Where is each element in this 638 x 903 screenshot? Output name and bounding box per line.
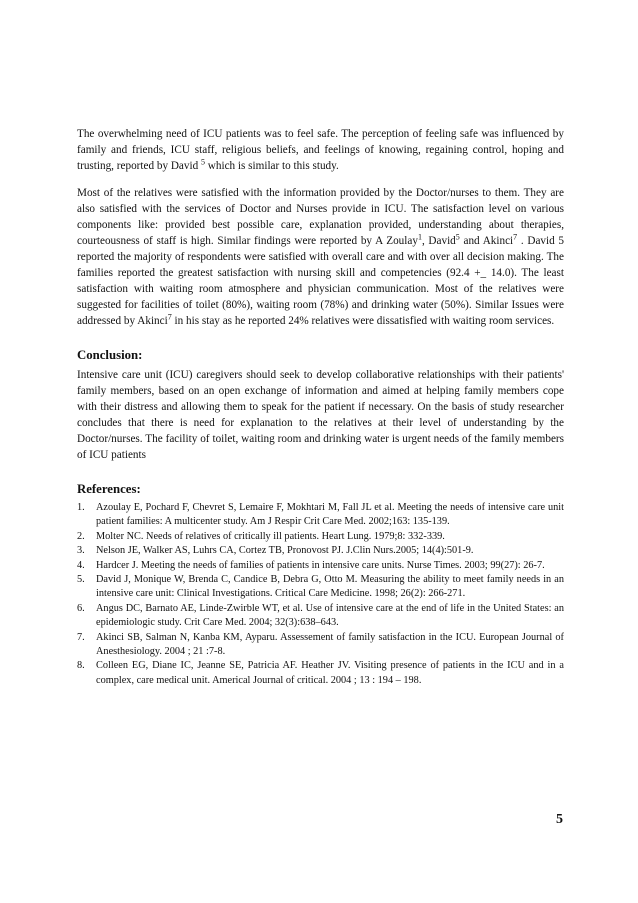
reference-item: [77, 602, 564, 631]
reference-text: Angus DC, Barnato AE, Linde-Zwirble WT, et al. Use of intensive care at the end of life in the United States: an epidemiologic study. Crit Care Med. 2004; 32(3):638–643.: [96, 602, 564, 629]
discussion-paragraph-2: [77, 185, 564, 329]
reference-text: Molter NC. Needs of relatives of critically ill patients. Heart Lung. 1979;8: 332-339.: [96, 530, 445, 542]
reference-text: Colleen EG, Diane IC, Jeanne SE, Patricia AF. Heather JV. Visiting presence of patients in the ICU and in a complex, care medical unit. Americal Journal of critical. 2004 ; 13 : 194 – 198.: [96, 660, 564, 686]
citation-superscript: 1: [417, 232, 422, 242]
references-list: [77, 501, 564, 688]
paragraph-text: in his stay as he reported 24% relatives were dissatisfied with waiting room services.: [171, 315, 555, 327]
conclusion-heading: Conclusion:: [77, 348, 143, 362]
reference-number: 5.: [77, 574, 85, 586]
reference-item: [77, 544, 564, 558]
paragraph-text: . David 5 reported the majority of respondents were satisfied with overall care and with over all decision making. The families reported the greatest satisfaction with nursing skill and competencies (92.4 +_ 14.0). The least satisfaction with waiting room atmosphere and physician communication. Most of the relatives were suggested for facilities of toilet (80%), waiting room (78%) and drinking water (50%). Similar Issues were addressed by Akinci: [77, 235, 565, 327]
reference-item: [77, 501, 564, 530]
reference-text: Nelson JE, Walker AS, Luhrs CA, Cortez TB, Pronovost PJ. J.Clin Nurs.2005; 14(4):501-9.: [96, 545, 474, 557]
reference-number: 4.: [77, 559, 85, 571]
reference-number: 1.: [77, 502, 85, 513]
paragraph-text: Most of the relatives were satisfied with the information provided by the Doctor/nurses to them. They are also satisfied with the services of Doctor and Nurses provide in ICU. The satisfaction level on various components like: provided best possible care, explanation provided, understanding about therapies, courteousness of staff is high. Similar findings were reported by A Zoulay: [77, 187, 564, 247]
paragraph-text: , David: [421, 235, 456, 247]
conclusion-paragraph: Intensive care unit (ICU) caregivers should seek to develop collaborative relationships with their patients' family members, based on an open exchange of information and aimed at helping family members cope with their distress and allowing them to speak for the patient if necessary. On the basis of study researcher concludes that there is need for explanation to the relatives at their level of understanding by the Doctor/nurses. The facility of toilet, waiting room and drinking water is urgent needs of the family members of ICU patients: [77, 369, 564, 461]
paragraph-text: which is similar to this study.: [204, 160, 339, 172]
reference-number: 7.: [77, 631, 85, 643]
paragraph-text: and Akinci: [459, 235, 514, 247]
reference-number: 8.: [77, 660, 85, 672]
page-number: 5: [556, 812, 563, 827]
paragraph-text: The overwhelming need of ICU patients was to feel safe. The perception of feeling safe was influenced by family and friends, ICU staff, religious beliefs, and feelings of knowing, regaining control, hoping and trusting, reported by David: [77, 128, 564, 172]
discussion-paragraph-1: [77, 126, 564, 174]
reference-text: David J, Monique W, Brenda C, Candice B, Debra G, Otto M. Measuring the ability to meet family needs in an intensive care unit: Clinical Investigations. Critical Care Medicine. 1998; 26(2): 266-271.: [96, 574, 564, 600]
reference-number: 3.: [77, 545, 85, 557]
reference-number: 2.: [77, 530, 85, 542]
citation-superscript: 5: [200, 157, 205, 167]
references-heading: References:: [77, 482, 141, 496]
reference-text: Akinci SB, Salman N, Kanba KM, Ayparu. Assessement of family satisfaction in the ICU. European Journal of Anesthesiology. 2004 ; 21 :7-8.: [96, 631, 564, 658]
reference-item: [77, 659, 564, 688]
reference-text: Azoulay E, Pochard F, Chevret S, Lemaire F, Mokhtari M, Fall JL et al. Meeting the needs of intensive care unit patient families: A multicenter study. Am J Respir Crit Care Med. 2002;163: 135-139.: [96, 502, 564, 528]
reference-item: [77, 631, 564, 660]
citation-superscript: 7: [167, 312, 172, 322]
reference-item: [77, 559, 564, 573]
reference-number: 6.: [77, 602, 85, 614]
citation-superscript: 5: [455, 232, 460, 242]
page-content: [77, 126, 564, 688]
reference-item: [77, 573, 564, 602]
reference-text: Hardcer J. Meeting the needs of families of patients in intensive care units. Nurse Times. 2003; 99(27): 26-7.: [96, 559, 545, 571]
citation-superscript: 7: [513, 232, 518, 242]
reference-item: [77, 530, 564, 544]
